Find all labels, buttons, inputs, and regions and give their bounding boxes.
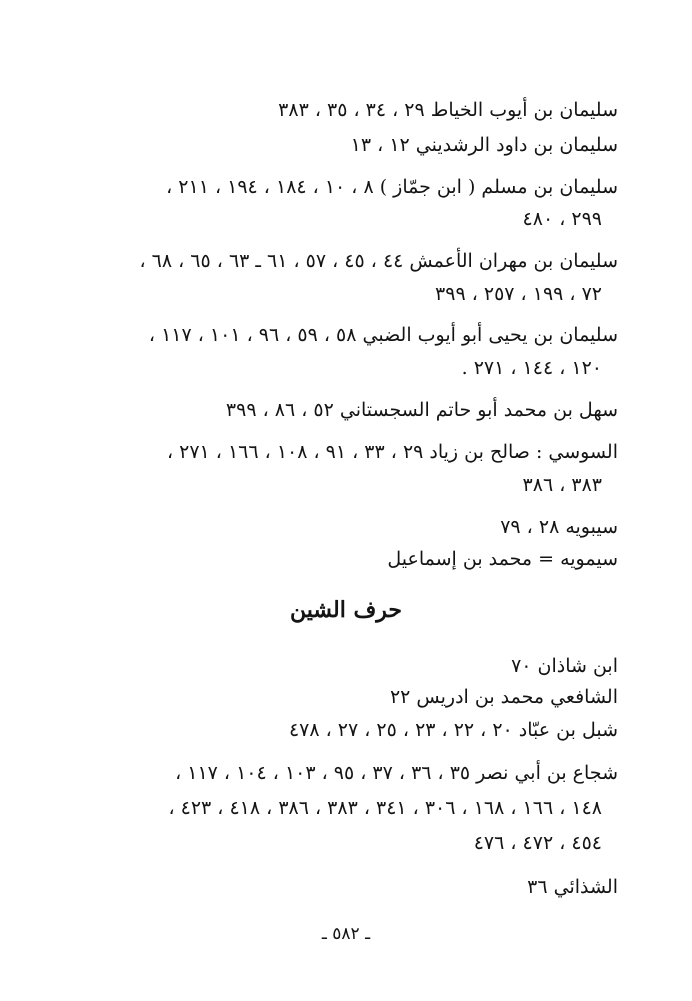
index-entry: ابن شاذان ٧٠: [511, 655, 618, 677]
index-entry-continuation: ٤٥٤ ، ٤٧٢ ، ٤٧٦: [473, 832, 602, 854]
index-entry: سليمان بن مسلم ( ابن جمّاز ) ٨ ، ١٠ ، ١٨٤ ، ١٩٤ ، ٢١١ ،: [166, 176, 618, 198]
index-entry: سليمان بن أيوب الخياط ٢٩ ، ٣٤ ، ٣٥ ، ٣٨٣: [278, 99, 618, 121]
index-entry-continuation: ١٢٠ ، ١٤٤ ، ٢٧١ .: [461, 357, 602, 379]
index-entry: سيمويه = محمد بن إسماعيل: [387, 548, 618, 570]
index-entry-continuation: ٧٢ ، ١٩٩ ، ٢٥٧ ، ٣٩٩: [435, 283, 602, 305]
section-heading: حرف الشين: [289, 597, 403, 623]
index-entry: سليمان بن يحيى أبو أيوب الضبي ٥٨ ، ٥٩ ، ٩٦ ، ١٠١ ، ١١٧ ،: [148, 324, 618, 346]
index-entry: الشذائي ٣٦: [527, 876, 618, 898]
index-entry: الشافعي محمد بن ادريس ٢٢: [389, 686, 618, 708]
index-entry: السوسي : صالح بن زياد ٢٩ ، ٣٣ ، ٩١ ، ١٠٨ ، ١٦٦ ، ٢٧١ ،: [166, 441, 618, 463]
index-entry: سهل بن محمد أبو حاتم السجستاني ٥٢ ، ٨٦ ، ٣٩٩: [225, 399, 618, 421]
index-entry: سليمان بن مهران الأعمش ٤٤ ، ٤٥ ، ٥٧ ، ٦١ ـ ٦٣ ، ٦٥ ، ٦٨ ،: [139, 250, 618, 272]
index-entry-continuation: ١٤٨ ، ١٦٦ ، ١٦٨ ، ٣٠٦ ، ٣٤١ ، ٣٨٣ ، ٣٨٦ ، ٤١٨ ، ٤٢٣ ،: [168, 797, 602, 819]
index-entry: سيبويه ٢٨ ، ٧٩: [500, 516, 618, 538]
index-entry: شجاع بن أبي نصر ٣٥ ، ٣٦ ، ٣٧ ، ٩٥ ، ١٠٣ ، ١٠٤ ، ١١٧ ،: [175, 762, 618, 784]
index-entry: سليمان بن داود الرشديني ١٢ ، ١٣: [350, 134, 618, 156]
index-entry-continuation: ٢٩٩ ، ٤٨٠: [522, 208, 602, 230]
index-entry-continuation: ٣٨٣ ، ٣٨٦: [522, 474, 602, 496]
index-entry: شبل بن عبّاد ٢٠ ، ٢٢ ، ٢٣ ، ٢٥ ، ٢٧ ، ٤٧٨: [288, 719, 618, 741]
page-number: ـ ٥٨٢ ـ: [321, 924, 371, 944]
